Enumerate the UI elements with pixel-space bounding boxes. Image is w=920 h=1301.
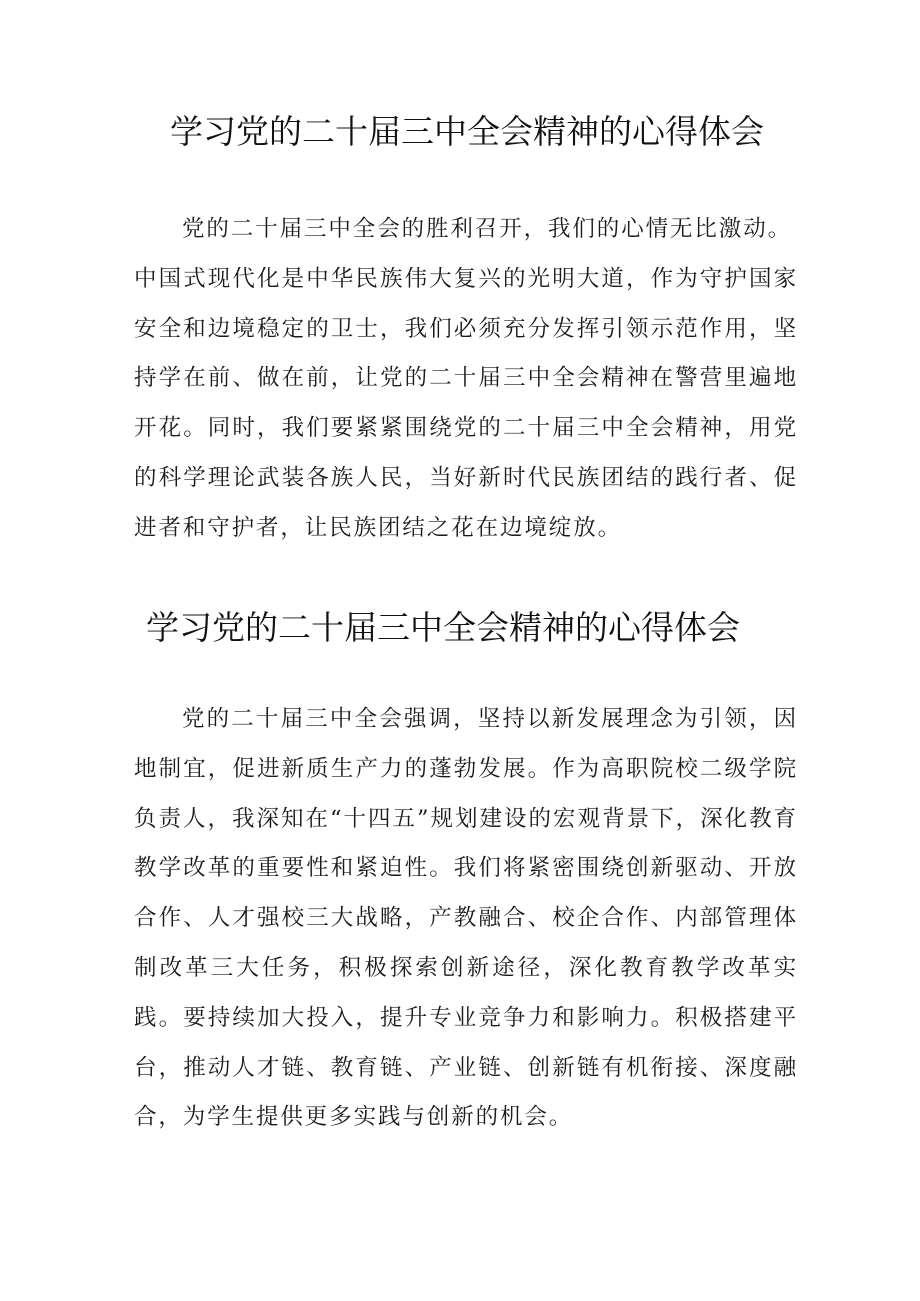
section-2-title: 学习党的二十届三中全会精神的心得体会: [146, 608, 740, 647]
section-1-paragraph-2: 中国式现代化是中华民族伟大复兴的光明大道，作为守护国家安全和边境稳定的卫士，我们必须充分发挥引领示范作用，坚持学在前、做在前，让党的二十届三中全会精神在警营里遍地开花。同时，我们要紧紧围绕党的二十届三中全会精神，用党的科学理论武装各族人民，当好新时代民族团结的践行者、促进者和守护者，让民族团结之花在边境绽放。: [134, 265, 798, 541]
section-1-title: 学习党的二十届三中全会精神的心得体会: [170, 112, 764, 151]
section-1-body: [134, 205, 798, 554]
section-1-paragraph-1: 党的二十届三中全会的胜利召开，我们的心情无比激动。: [182, 216, 793, 242]
section-2-body: [134, 695, 798, 1143]
section-2-paragraph-1: 党的二十届三中全会强调，坚持以新发展理念为引领，因地制宜，促进新质生产力的蓬勃发展。作为高职院校二级学院负责人，我深知在“十四五”规划建设的宏观背景下，深化教育教学改革的重要性和紧迫性。我们将紧密围绕创新驱动、开放合作、人才强校三大战略，产教融合、校企合作、内部管理体制改革三大任务，积极探索创新途径，深化教育教学改革实践。要持续加大投入，提升专业竞争力和影响力。积极搭建平台，推动人才链、教育链、产业链、创新链有机衔接、深度融合，为学生提供更多实践与创新的机会。: [134, 706, 798, 1131]
